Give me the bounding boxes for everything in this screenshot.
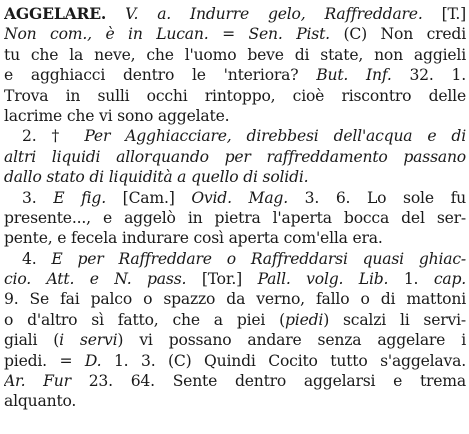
sense-3-line bbox=[4, 188, 466, 208]
line-segment: altri liquidi allorquando per raffreddamento passano bbox=[4, 147, 466, 166]
line-segment: 1. bbox=[388, 270, 434, 289]
line-segment: (C) Non credi bbox=[329, 25, 466, 44]
entry-line bbox=[4, 289, 466, 309]
line-segment: Ovid. Mag. bbox=[191, 188, 288, 207]
line-segment: piedi. = bbox=[4, 351, 85, 370]
line-segment: pente, e fecela indurare così aperta com'ella era. bbox=[4, 229, 383, 248]
line-segment: piedi bbox=[285, 310, 324, 329]
line-segment: E per Raffreddare o Raffreddarsi quasi ghiac- bbox=[51, 249, 466, 268]
line-segment: Non com., è in Lucan. = Sen. Pist. bbox=[4, 25, 330, 44]
entry-line bbox=[4, 208, 466, 228]
line-segment: alquanto. bbox=[4, 392, 77, 411]
line-segment: 9. Se fai palco o spazzo da verno, fallo o di mattoni bbox=[4, 290, 466, 309]
entry-line bbox=[4, 371, 466, 391]
line-segment: V. a. Indurre gelo, Raffreddare. bbox=[106, 5, 442, 23]
line-segment: [Cam.] bbox=[105, 188, 192, 207]
headword: AGGELARE. bbox=[4, 4, 107, 23]
entry-line bbox=[4, 228, 466, 248]
entry-line bbox=[4, 24, 466, 44]
entry-line bbox=[4, 65, 466, 85]
sense-number: 4. bbox=[22, 249, 52, 268]
line-segment: Per Agghiacciare, direbbesi dell'acqua e di bbox=[84, 127, 466, 146]
line-segment: i servi bbox=[59, 331, 118, 350]
entry-line bbox=[4, 330, 466, 350]
line-segment: ) vi possano andare senza aggelare i bbox=[117, 331, 466, 350]
entry-line bbox=[4, 106, 466, 126]
line-segment: cio. Att. e N. pass. bbox=[4, 270, 187, 289]
line-segment: [Tor.] bbox=[186, 270, 258, 289]
line-segment: D. bbox=[84, 351, 102, 370]
line-segment: E fig. bbox=[53, 188, 106, 207]
line-segment: 3. 6. Lo sole fu bbox=[287, 188, 466, 207]
line-segment: e agghiacci dentro le 'nteriora? bbox=[4, 66, 317, 85]
entry-line bbox=[4, 147, 466, 167]
line-segment: 1. 3. (C) Quindi Cocito tutto s'aggelava. bbox=[101, 351, 466, 370]
sense-4-line bbox=[4, 249, 466, 269]
entry-line bbox=[4, 86, 466, 106]
line-segment: cap. bbox=[433, 270, 466, 289]
entry-line bbox=[4, 269, 466, 289]
line-segment: Ar. Fur bbox=[4, 372, 71, 391]
line-segment: lacrime che vi sono aggelate. bbox=[4, 106, 230, 125]
entry-line bbox=[4, 310, 466, 330]
sense-number: 2. † bbox=[22, 127, 85, 146]
line-segment: 32. 1. bbox=[391, 66, 466, 85]
entry-line bbox=[4, 391, 466, 411]
sense-2-line bbox=[4, 126, 466, 146]
dictionary-entry bbox=[4, 4, 466, 412]
entry-line bbox=[4, 351, 466, 371]
line-segment: presente..., e aggelò in pietra l'aperta bocca del ser- bbox=[4, 208, 466, 227]
entry-line bbox=[4, 4, 466, 24]
line-segment: dallo stato di liquidità a quello di solidi. bbox=[4, 168, 309, 187]
line-segment: Trova in sulli occhi rintoppo, cioè riscontro delle bbox=[4, 86, 466, 105]
line-segment: [T.] bbox=[441, 5, 466, 23]
line-segment: tu che la neve, che l'uomo beve di state, non aggieli bbox=[4, 45, 466, 64]
line-segment: But. Inf. bbox=[316, 66, 392, 85]
line-segment: giali ( bbox=[4, 331, 60, 350]
line-segment: ) scalzi li servi- bbox=[323, 310, 466, 329]
sense-number: 3. bbox=[22, 188, 54, 207]
line-segment: Pall. volg. Lib. bbox=[257, 270, 389, 289]
entry-line bbox=[4, 167, 466, 187]
line-segment: o d'altro sì fatto, che a piei ( bbox=[4, 310, 286, 329]
entry-line bbox=[4, 45, 466, 65]
line-segment: 23. 64. Sente dentro aggelarsi e trema bbox=[70, 372, 466, 391]
